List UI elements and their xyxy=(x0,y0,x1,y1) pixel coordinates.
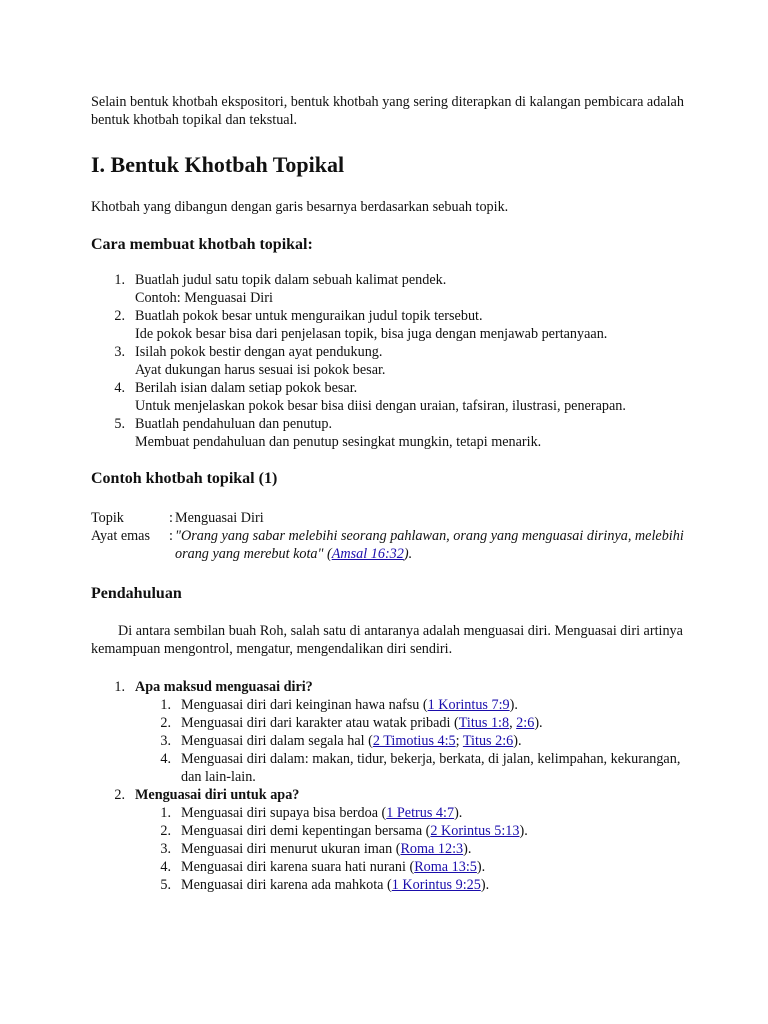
list-item xyxy=(135,822,691,840)
list-number: 1. xyxy=(160,697,171,713)
list-item xyxy=(91,415,691,451)
bible-ref-link[interactable]: 1 Korintus 7:9 xyxy=(427,697,510,713)
step-title: Buatlah judul satu topik dalam sebuah kalimat pendek. xyxy=(135,272,447,288)
item-text: Menguasai diri dari karakter atau watak pribadi ( xyxy=(181,715,459,731)
list-number: 3. xyxy=(160,841,171,857)
bible-ref-link[interactable]: 2 Korintus 5:13 xyxy=(430,823,520,839)
list-item xyxy=(135,732,691,750)
outline-point xyxy=(91,678,691,786)
list-number: 4. xyxy=(160,859,171,875)
topic-label: Topik xyxy=(91,510,124,526)
item-end: ). xyxy=(480,877,490,893)
item-end: ). xyxy=(454,805,463,821)
item-end: ). xyxy=(476,859,486,875)
item-end: ). xyxy=(509,697,518,713)
step-note: Untuk menjelaskan pokok besar bisa diisi dengan uraian, tafsiran, ilustrasi, penerapan. xyxy=(135,398,626,414)
bible-ref-link[interactable]: Titus 2:6 xyxy=(462,733,514,749)
ref-separator: ; xyxy=(455,733,463,749)
list-item xyxy=(135,750,691,786)
sub-list xyxy=(135,804,691,894)
intro-paragraph: Selain bentuk khotbah ekspositori, bentuk khotbah yang sering diterapkan di kalangan pembicara adalah bentuk khotbah topikal dan tekstual. xyxy=(91,94,684,128)
point-title: Apa maksud menguasai diri? xyxy=(135,679,313,695)
example-heading: Contoh khotbah topikal (1) xyxy=(91,470,278,487)
step-note: Contoh: Menguasai Diri xyxy=(135,290,273,306)
verse-end: ). xyxy=(403,546,413,562)
list-number: 5. xyxy=(160,877,171,893)
ref-separator: , xyxy=(509,715,517,731)
topic-value: Menguasai Diri xyxy=(175,510,264,526)
item-text: Menguasai diri dalam segala hal ( xyxy=(181,733,373,749)
item-end: ). xyxy=(519,823,528,839)
verse-separator: : xyxy=(169,528,173,544)
list-number: 4. xyxy=(114,380,125,396)
section-heading: I. Bentuk Khotbah Topikal xyxy=(91,152,345,177)
item-text: Menguasai diri demi kepentingan bersama ( xyxy=(181,823,431,839)
step-title: Berilah isian dalam setiap pokok besar. xyxy=(135,380,358,396)
list-item xyxy=(135,858,691,876)
step-note: Ide pokok besar bisa dari penjelasan topik, bisa juga dengan menjawab pertanyaan. xyxy=(135,326,608,342)
bible-ref-link[interactable]: Roma 12:3 xyxy=(400,841,464,857)
bible-ref-link[interactable]: 1 Petrus 4:7 xyxy=(386,805,455,821)
list-item xyxy=(135,840,691,858)
point-title: Menguasai diri untuk apa? xyxy=(135,787,300,803)
step-title: Buatlah pendahuluan dan penutup. xyxy=(135,416,332,432)
verse-ref-link[interactable]: Amsal 16:32 xyxy=(331,546,404,562)
list-item xyxy=(135,804,691,822)
list-number: 1. xyxy=(160,805,171,821)
item-end: ). xyxy=(463,841,472,857)
bible-ref-link[interactable]: 2:6 xyxy=(516,715,535,731)
step-note: Membuat pendahuluan dan penutup sesingkat mungkin, tetapi menarik. xyxy=(135,434,542,450)
item-end: ). xyxy=(534,715,543,731)
list-item xyxy=(135,696,691,714)
item-text: Menguasai diri karena suara hati nurani ( xyxy=(181,859,415,875)
list-number: 3. xyxy=(114,344,125,360)
bible-ref-link[interactable]: Titus 1:8 xyxy=(458,715,510,731)
list-item xyxy=(91,343,691,379)
bible-ref-link[interactable]: Roma 13:5 xyxy=(414,859,477,875)
list-number: 1. xyxy=(114,272,125,288)
verse-label: Ayat emas xyxy=(91,528,150,544)
list-number: 5. xyxy=(114,416,125,432)
steps-list xyxy=(91,271,691,451)
verse-field xyxy=(91,527,691,563)
list-item xyxy=(135,714,691,732)
topic-field xyxy=(91,509,691,527)
bible-ref-link[interactable]: 2 Timotius 4:5 xyxy=(372,733,456,749)
item-text: Menguasai diri menurut ukuran iman ( xyxy=(181,841,401,857)
intro-section-heading: Pendahuluan xyxy=(91,585,182,602)
bible-ref-link[interactable]: 1 Korintus 9:25 xyxy=(391,877,481,893)
sub-list xyxy=(135,696,691,786)
list-number: 2. xyxy=(114,787,125,803)
list-number: 2. xyxy=(160,823,171,839)
list-number: 3. xyxy=(160,733,171,749)
list-item xyxy=(91,379,691,415)
list-item xyxy=(91,307,691,343)
list-item xyxy=(135,876,691,894)
section-lead: Khotbah yang dibangun dengan garis besarnya berdasarkan sebuah topik. xyxy=(91,199,509,215)
list-number: 4. xyxy=(160,751,171,767)
list-number: 2. xyxy=(114,308,125,324)
item-end: ). xyxy=(513,733,522,749)
document-page xyxy=(91,93,691,894)
outline-point xyxy=(91,786,691,894)
step-note: Ayat dukungan harus sesuai isi pokok besar. xyxy=(135,362,386,378)
list-item xyxy=(91,271,691,307)
item-text: Menguasai diri dalam: makan, tidur, bekerja, berkata, di jalan, kelimpahan, kekurangan, dan lain-lain. xyxy=(181,751,681,785)
points-list xyxy=(91,678,691,894)
topic-separator: : xyxy=(169,510,173,526)
verse-text: "Orang yang sabar melebihi seorang pahlawan, orang yang menguasai dirinya, melebihi orang yang merebut kota" ( xyxy=(175,528,684,562)
how-to-heading: Cara membuat khotbah topikal: xyxy=(91,236,313,253)
item-text: Menguasai diri supaya bisa berdoa ( xyxy=(181,805,387,821)
intro-section-paragraph: Di antara sembilan buah Roh, salah satu di antaranya adalah menguasai diri. Menguasai diri artinya kemampuan mengontrol, mengatur, mengendalikan diri sendiri. xyxy=(91,623,683,657)
item-text: Menguasai diri karena ada mahkota ( xyxy=(181,877,392,893)
step-title: Isilah pokok bestir dengan ayat pendukung. xyxy=(135,344,383,360)
step-title: Buatlah pokok besar untuk menguraikan judul topik tersebut. xyxy=(135,308,483,324)
verse-quote xyxy=(175,528,684,562)
list-number: 2. xyxy=(160,715,171,731)
item-text: Menguasai diri dari keinginan hawa nafsu ( xyxy=(181,697,428,713)
list-number: 1. xyxy=(114,679,125,695)
